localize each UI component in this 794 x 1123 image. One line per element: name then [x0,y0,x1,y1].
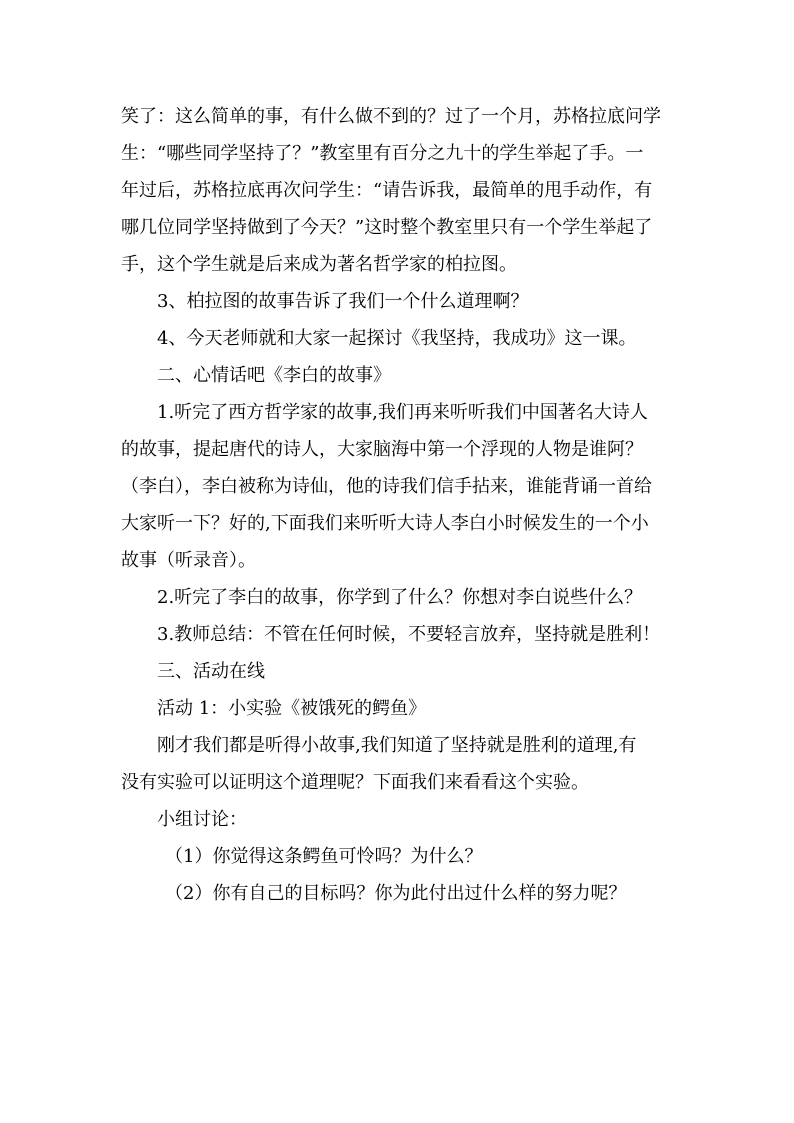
paragraph-story-continued [121,98,681,283]
text-line: 2.听完了李白的故事，你学到了什么？你想对李白说些什么？ [157,587,643,608]
text-line: 故事（听录音）。 [121,550,256,571]
text-line: 4、今天老师就和大家一起探讨《我坚持，我成功》这一课。 [157,328,637,349]
paragraph-section-2-item-1 [121,394,681,579]
text-line: 活动 1：小实验《被饿死的鳄鱼》 [157,698,427,719]
text-line: 二、心情话吧《李白的故事》 [157,365,391,386]
paragraph-activity-1-intro [121,727,681,801]
paragraph-section-2-item-2 [121,579,681,616]
text-line: （李白），李白被称为诗仙，他的诗我们信手拈来，谁能背诵一首给 [121,476,652,497]
body-text [121,98,681,912]
text-line: 3.教师总结：不管在任何时候，不要轻言放弃，坚持就是胜利！ [157,624,661,645]
section-heading-3 [121,653,681,690]
paragraph-item-4 [121,320,681,357]
text-line: 哪几位同学坚持做到了今天？”这时整个教室里只有一个学生举起了 [121,217,653,238]
discussion-question-2 [121,875,681,912]
text-line: 笑了：这么简单的事，有什么做不到的？过了一个月，苏格拉底问学 [121,106,661,127]
text-line: 没有实验可以证明这个道理呢？下面我们来看看这个实验。 [121,772,589,793]
text-line: 手，这个学生就是后来成为著名哲学家的柏拉图。 [121,254,517,275]
text-line: （1）你觉得这条鳄鱼可怜吗？为什么？ [165,846,483,867]
text-line: 年过后，苏格拉底再次问学生：“请告诉我，最简单的甩手动作，有 [121,180,653,201]
text-line: （2）你有自己的目标吗？你为此付出过什么样的努力呢？ [165,883,627,904]
text-line: 1.听完了西方哲学家的故事,我们再来听听我们中国著名大诗人 [157,402,648,423]
activity-1-title [121,690,681,727]
section-heading-2 [121,357,681,394]
paragraph-section-2-item-3 [121,616,681,653]
text-line: 生：“哪些同学坚持了？”教室里有百分之九十的学生举起了手。一 [121,143,644,164]
text-line: 的故事，提起唐代的诗人，大家脑海中第一个浮现的人物是谁阿？ [121,439,643,460]
group-discussion-label [121,801,681,838]
text-line: 3、柏拉图的故事告诉了我们一个什么道理啊？ [157,291,529,312]
text-line: 三、活动在线 [157,661,265,682]
paragraph-item-3 [121,283,681,320]
text-line: 大家听一下？好的,下面我们来听听大诗人李白小时候发生的一个小 [121,513,649,534]
text-line: 刚才我们都是听得小故事,我们知道了坚持就是胜利的道理,有 [157,735,637,756]
text-line: 小组讨论： [157,809,247,830]
discussion-question-1 [121,838,681,875]
